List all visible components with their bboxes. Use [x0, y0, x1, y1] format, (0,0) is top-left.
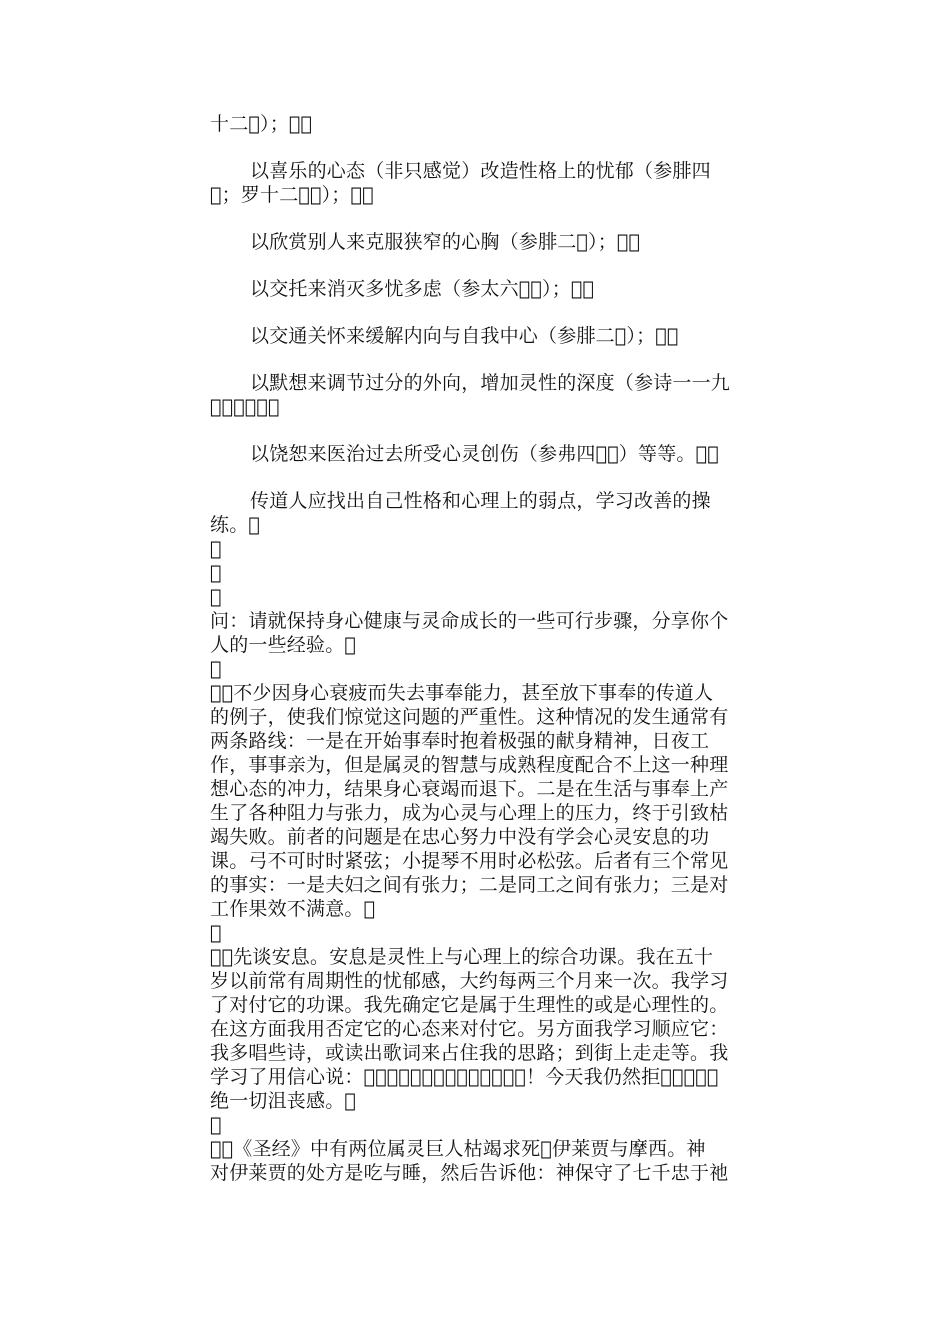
text-line: 以欣赏别人来克服狭窄的心胸（参腓二 ）；  : [250, 231, 641, 253]
text-line:  : [210, 1114, 222, 1136]
text-line: 传道人应找出自己性格和心理上的弱点，学习改善的操: [250, 490, 711, 512]
text-line: 两条路线：一是在开始事奉时抱着极强的献身精神，日夜工: [210, 730, 710, 752]
text-line:  : [210, 538, 222, 560]
text-line: 作，事事亲为，但是属灵的智慧与成熟程度配合不上这一种理: [210, 754, 729, 776]
text-line:  : [210, 562, 222, 584]
text-line: 十二 ）；  : [210, 113, 313, 135]
text-line: 的事实：一是夫妇之间有张力；二是同工之间有张力；三是对: [210, 874, 729, 896]
text-line:   《圣经》中有两位属灵巨人枯竭求死 伊莱贾与摩西。神: [210, 1138, 706, 1160]
text-line: 岁以前常有周期性的忧郁感，大约每两三个月来一次。我学习: [210, 970, 729, 992]
text-line: 课。弓不可时时紧弦；小提琴不用时必松弦。后者有三个常见: [210, 850, 729, 872]
text-line:  ；罗十二  ）；  : [210, 184, 374, 206]
text-line: 问：请就保持身心健康与灵命成长的一些可行步骤，分享你个: [210, 610, 729, 632]
document-body: [210, 112, 750, 1185]
text-line:  : [210, 658, 222, 680]
text-line: 对伊莱贾的处方是吃与睡，然后告诉他：神保守了七千忠于祂: [210, 1162, 729, 1184]
text-line: 想心态的冲力，结果身心衰竭而退下。二是在生活与事奉上产: [210, 778, 729, 800]
text-line:   ）；  : [210, 396, 280, 418]
text-line: 我多唱些诗，或读出歌词来占住我的思路；到街上走走等。我: [210, 1042, 729, 1064]
text-line: 练。 : [210, 514, 261, 536]
text-line: 以喜乐的心态（非只感觉）改造性格上的忧郁（参腓四: [250, 160, 711, 182]
text-line: 工作果效不满意。 : [210, 898, 376, 920]
text-line:   先谈安息。安息是灵性上与心理上的综合功课。我在五十: [210, 946, 714, 968]
text-line: 学习了用信心说：              ！今天我仍然拒     : [210, 1066, 719, 1088]
text-line: 人的一些经验。 : [210, 634, 357, 656]
text-line: 竭失败。前者的问题是在忠心努力中没有学会心灵安息的功: [210, 826, 710, 848]
text-line:   不少因身心衰疲而失去事奉能力，甚至放下事奉的传道人: [210, 682, 714, 704]
text-line: 在这方面我用否定它的心态来对付它。另方面我学习顺应它：: [210, 1018, 729, 1040]
text-line: 生了各种阻力与张力，成为心灵与心理上的压力，终于引致枯: [210, 802, 729, 824]
text-line: 以交托来消灭多忧多虑（参太六  ）；  : [250, 278, 595, 300]
text-line: 以默想来调节过分的外向，增加灵性的深度（参诗一一九: [250, 372, 731, 394]
text-line: 以交通关怀来缓解内向与自我中心（参腓二 ）；  : [250, 325, 679, 347]
text-line: 以饶恕来医治过去所受心灵创伤（参弗四  ）等等。  : [250, 443, 719, 465]
text-line:  : [210, 586, 222, 608]
text-line: 绝一切沮丧感。 : [210, 1090, 357, 1112]
text-line: 了对付它的功课。我先确定它是属于生理性的或是心理性的。: [210, 994, 729, 1016]
text-line:  : [210, 922, 222, 944]
text-line: 的例子，使我们惊觉这问题的严重性。这种情况的发生通常有: [210, 706, 729, 728]
